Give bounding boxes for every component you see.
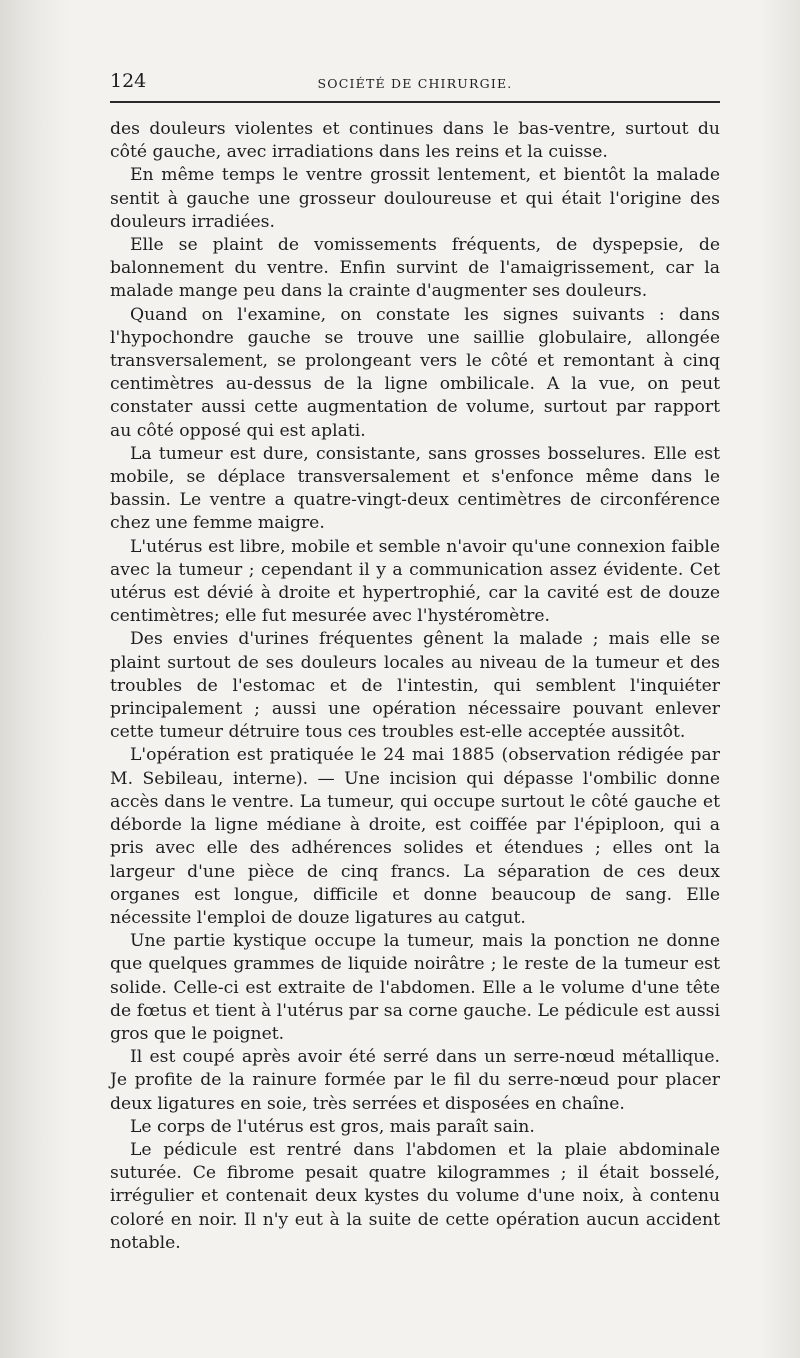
- paragraph: Le corps de l'utérus est gros, mais paraît sain.: [130, 1116, 535, 1137]
- paragraph: Une partie kystique occupe la tumeur, mais la ponction ne donne que quelques grammes de liquide noirâtre ; le reste de la tumeur est solide. Celle-ci est extraite de l'abdomen. Elle a le volume d'une tête de fœtus et tient à l'utérus par sa corne gauche. Le pédicule est aussi gros que le poignet.: [110, 931, 720, 1044]
- paragraph: En même temps le ventre grossit lentement, et bientôt la malade sentit à gauche une grosseur douloureuse et qui était l'origine des douleurs irradiées.: [110, 165, 720, 232]
- paragraph: L'utérus est libre, mobile et semble n'avoir qu'une connexion faible avec la tumeur ; cependant il y a communication assez évidente. Cet utérus est dévié à droite et hypertrophié, car la cavité est de douze centimètres; elle fut mesurée avec l'hystéromètre.: [110, 536, 720, 627]
- paragraph: Il est coupé après avoir été serré dans un serre-nœud métallique. Je profite de la rainure formée par le fil du serre-nœud pour placer deux ligatures en soie, très serrées et disposées en chaîne.: [110, 1047, 720, 1114]
- paragraph: L'opération est pratiquée le 24 mai 1885 (observation rédigée par M. Sebileau, interne). — Une incision qui dépasse l'ombilic donne accès dans le ventre. La tumeur, qui occupe surtout le côté gauche et déborde la ligne médiane à droite, est coiffée par l'épiploon, qui a pris avec elle des adhérences solides et étendues ; elles ont la largeur d'une pièce de cinq francs. La séparation de ces deux organes est longue, difficile et donne beaucoup de sang. Elle nécessite l'emploi de douze ligatures au catgut.: [110, 745, 720, 928]
- paragraph-continued: des douleurs violentes et continues dans le bas-ventre, surtout du côté gauche, avec irradiations dans les reins et la cuisse.: [110, 119, 720, 163]
- paragraph: Le pédicule est rentré dans l'abdomen et la plaie abdominale suturée. Ce fibrome pesait quatre kilogrammes ; il était bosselé, irrégulier et contenait deux kystes du volume d'une noix, à contenu coloré en noir. Il n'y eut à la suite de cette opération aucun accident notable.: [110, 1139, 720, 1253]
- running-title: SOCIÉTÉ DE CHIRURGIE.: [317, 76, 513, 91]
- paragraph: Elle se plaint de vomissements fréquents, de dyspepsie, de balonnement du ventre. Enfin survint de l'amaigrissement, car la malade mange peu dans la crainte d'augmenter ses douleurs.: [110, 235, 720, 302]
- page-header: [110, 70, 720, 98]
- paragraph: Quand on l'examine, on constate les signes suivants : dans l'hypochondre gauche se trouve une saillie globulaire, allongée transversalement, se prolongeant vers le côté et remontant à cinq centimètres au-dessus de la ligne ombilicale. A la vue, on peut constater aussi cette augmentation de volume, surtout par rapport au côté opposé qui est aplati.: [110, 304, 720, 441]
- page-number: 124: [110, 70, 147, 92]
- paragraph: Des envies d'urines fréquentes gênent la malade ; mais elle se plaint surtout de ses douleurs locales au niveau de la tumeur et des troubles de l'estomac et de l'intestin, qui semblent l'inquiéter principalement ; aussi une opération nécessaire pouvant enlever cette tumeur détruire tous ces troubles est-elle acceptée aussitôt.: [110, 629, 720, 743]
- paragraph: La tumeur est dure, consistante, sans grosses bosselures. Elle est mobile, se déplace transversalement et s'enfonce même dans le bassin. Le ventre a quatre-vingt-deux centimètres de circonférence chez une femme maigre.: [110, 443, 720, 534]
- header-rule: [110, 101, 720, 103]
- page-left-edge-shadow: [0, 0, 70, 1358]
- body-text: [110, 118, 720, 1255]
- page-right-edge-shadow: [760, 0, 800, 1358]
